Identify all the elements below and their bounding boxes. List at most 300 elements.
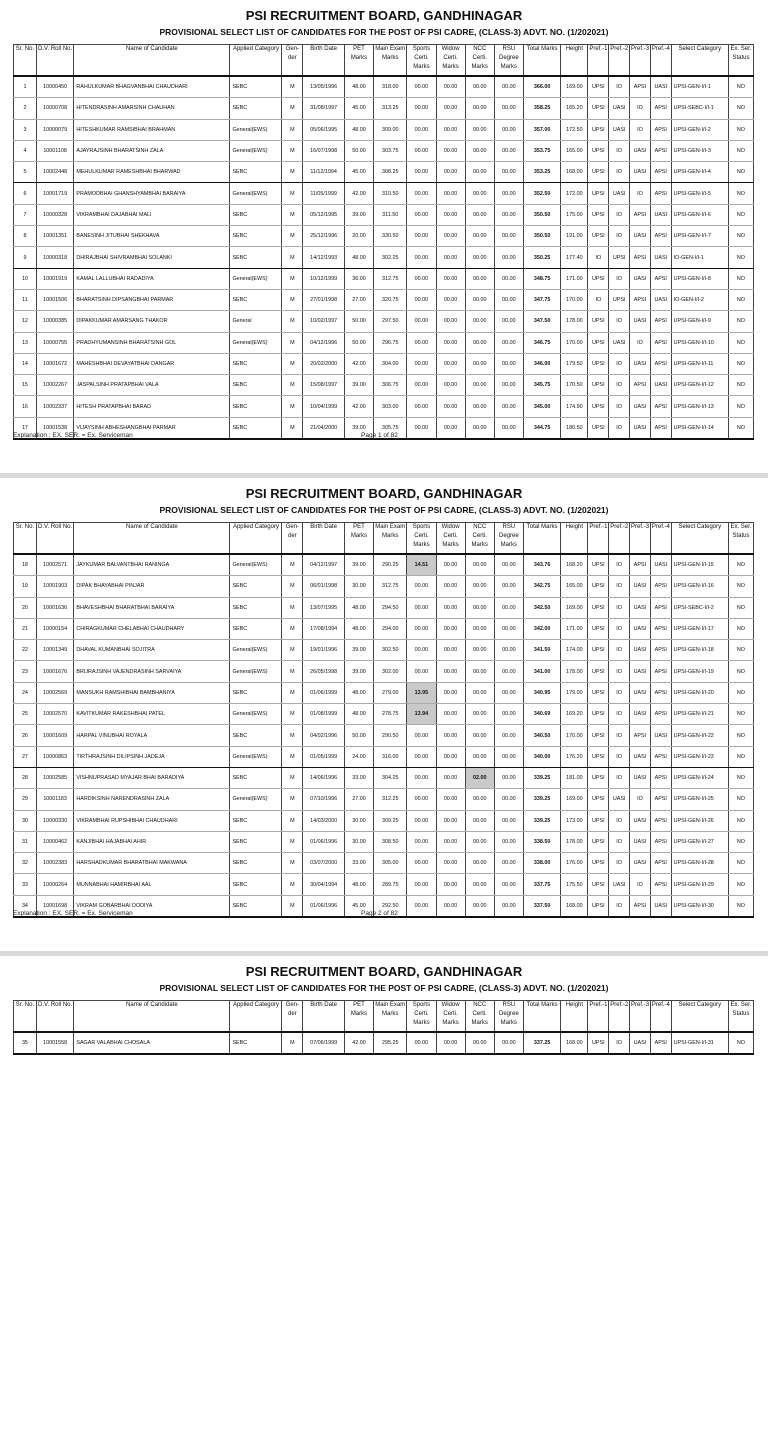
table-cell: UPSI (609, 247, 630, 268)
table-cell: IO (630, 789, 651, 810)
table-cell: 10002585 (36, 767, 73, 788)
column-header: Height (561, 523, 588, 555)
table-cell: 318.00 (374, 76, 407, 98)
table-cell: UPSI (588, 204, 609, 225)
table-cell: 00.00 (465, 140, 494, 161)
table-cell: M (282, 353, 303, 374)
table-cell: 347.75 (523, 289, 560, 310)
table-cell: SEBC (230, 682, 282, 703)
column-header: Total Marks (523, 1001, 560, 1033)
table-cell: UASI (630, 682, 651, 703)
table-cell: M (282, 268, 303, 289)
table-cell: NO (728, 831, 753, 852)
table-cell: AJAYRAJSINH BHARATSINH ZALA (74, 140, 230, 161)
table-cell: 10001719 (36, 183, 73, 204)
table-cell: APSI (650, 1032, 671, 1054)
table-cell: IO (588, 247, 609, 268)
table-cell: NO (728, 895, 753, 917)
table-cell: UPSI (588, 831, 609, 852)
table-cell: SEBC (230, 375, 282, 396)
column-header: Height (561, 1001, 588, 1033)
table-cell: General (230, 311, 282, 332)
column-header: Select Category (671, 1001, 728, 1033)
table-cell: 02.00 (465, 767, 494, 788)
table-cell: IO (609, 1032, 630, 1054)
table-cell: M (282, 725, 303, 746)
table-cell: UPSI-GEN-I/I-18 (671, 640, 728, 661)
table-cell: 175.00 (561, 204, 588, 225)
table-row (14, 289, 754, 310)
table-cell: M (282, 767, 303, 788)
table-cell: APSI (630, 725, 651, 746)
table-cell: HITENDRASINH AMARSINH CHAUHAN (74, 98, 230, 119)
table-cell: IO (609, 375, 630, 396)
column-header: Ex. Ser. Status (728, 523, 753, 555)
list-subtitle: PROVISIONAL SELECT LIST OF CANDIDATES FOR THE POST OF PSI CADRE, (CLASS-3) ADVT. NO. (1/202021) (159, 983, 609, 993)
table-cell: NO (728, 874, 753, 895)
table-cell: 00.00 (407, 746, 436, 767)
table-row (14, 810, 754, 831)
page-footer (13, 910, 755, 917)
table-cell: 312.25 (374, 789, 407, 810)
table-cell: IO (609, 725, 630, 746)
table-cell: 10000708 (36, 98, 73, 119)
table-cell: 10001609 (36, 725, 73, 746)
table-cell: RAHULKUMAR BHAGVANBHAI CHAUDHARI (74, 76, 230, 98)
column-header: D.V. Roll No. (36, 523, 73, 555)
table-cell: 00.00 (465, 746, 494, 767)
table-cell: UASI (630, 661, 651, 682)
table-cell: MAHESHBHAI DEVAYATBHAI DANGAR (74, 353, 230, 374)
table-cell: 313.25 (374, 98, 407, 119)
table-cell: 14 (14, 353, 37, 374)
table-cell: 00.00 (494, 810, 523, 831)
column-header: Sr. No. (14, 45, 37, 77)
table-cell: 10002383 (36, 853, 73, 874)
table-cell: IO (609, 204, 630, 225)
table-cell: APSI (650, 311, 671, 332)
table-cell: 00.00 (494, 789, 523, 810)
table-cell: 01/08/1999 (303, 704, 345, 725)
table-cell: 48.00 (344, 119, 373, 140)
table-cell: 00.00 (407, 353, 436, 374)
column-header: Height (561, 45, 588, 77)
table-cell: APSI (650, 682, 671, 703)
table-row (14, 162, 754, 183)
table-cell: 45.00 (344, 98, 373, 119)
table-cell: 00.00 (407, 725, 436, 746)
table-cell: UPSI-GEN-I/I-9 (671, 311, 728, 332)
table-cell: 308.50 (374, 831, 407, 852)
table-cell: APSI (650, 576, 671, 597)
table-cell: 00.00 (465, 311, 494, 332)
table-cell: APSI (650, 353, 671, 374)
table-cell: 296.75 (374, 332, 407, 353)
table-cell: 341.50 (523, 640, 560, 661)
table-cell: UPSI (588, 789, 609, 810)
column-header: Total Marks (523, 45, 560, 77)
table-cell: 00.00 (465, 789, 494, 810)
list-subtitle: PROVISIONAL SELECT LIST OF CANDIDATES FOR THE POST OF PSI CADRE, (CLASS-3) ADVT. NO. (1/202021) (159, 27, 609, 37)
table-cell: 13.95 (407, 682, 436, 703)
table-cell: 10001538 (36, 417, 73, 439)
table-cell: UASI (630, 746, 651, 767)
table-cell: UPSI-GEN-I/I-22 (671, 725, 728, 746)
table-cell: 347.50 (523, 311, 560, 332)
table-cell: 00.00 (436, 895, 465, 917)
table-cell: UPSI (588, 332, 609, 353)
table-cell: HITESH PRATAPBHAI BARAD (74, 396, 230, 417)
page-number: Page 2 of 82 (361, 910, 398, 917)
table-cell: 07/10/1996 (303, 789, 345, 810)
table-cell: 10001351 (36, 226, 73, 247)
table-cell: APSI (630, 76, 651, 98)
table-cell: SEBC (230, 289, 282, 310)
table-cell: 50.00 (344, 311, 373, 332)
table-row (14, 76, 754, 98)
table-cell: 00.00 (494, 332, 523, 353)
table-cell: 24.00 (344, 746, 373, 767)
table-cell: 339.25 (523, 789, 560, 810)
table-cell: UASI (630, 417, 651, 439)
table-row (14, 554, 754, 576)
table-cell: APSI (650, 417, 671, 439)
table-cell: 312.75 (374, 268, 407, 289)
table-cell: IO (609, 704, 630, 725)
table-cell: 00.00 (436, 204, 465, 225)
column-header: PET Marks (344, 523, 373, 555)
table-cell: IO (609, 746, 630, 767)
table-cell: 340.00 (523, 746, 560, 767)
table-cell: JASPALSINH PRATAPBHAI VALA (74, 375, 230, 396)
table-cell: NO (728, 682, 753, 703)
table-cell: UASI (630, 576, 651, 597)
table-cell: 309.00 (374, 119, 407, 140)
table-cell: UPSI (588, 119, 609, 140)
table-cell: M (282, 789, 303, 810)
table-cell: 10001672 (36, 353, 73, 374)
table-cell: UPSI (588, 140, 609, 161)
table-cell: 00.00 (494, 417, 523, 439)
table-cell: 00.00 (494, 576, 523, 597)
table-cell: 10002569 (36, 682, 73, 703)
table-cell: 19/01/1996 (303, 640, 345, 661)
table-cell: 00.00 (465, 640, 494, 661)
table-cell: IO (609, 353, 630, 374)
table-cell: UPSI-GEN-I/I-17 (671, 618, 728, 639)
table-cell: 39.00 (344, 554, 373, 576)
table-cell: 00.00 (436, 247, 465, 268)
table-cell: 00.00 (465, 268, 494, 289)
table-cell: 42.00 (344, 1032, 373, 1054)
table-cell: 00.00 (436, 682, 465, 703)
table-cell: UPSI-GEN-I/I-20 (671, 682, 728, 703)
table-cell: 00.00 (494, 682, 523, 703)
table-cell: 00.00 (465, 204, 494, 225)
table-cell: 00.00 (465, 682, 494, 703)
table-cell: SAGAR VALABHAI CHOSALA (74, 1032, 230, 1054)
table-cell: 42.00 (344, 353, 373, 374)
table-cell: 00.00 (494, 640, 523, 661)
table-cell: 2 (14, 98, 37, 119)
table-cell: JAYKUMAR BALVANTBHAI RANINGA (74, 554, 230, 576)
table-cell: SEBC (230, 895, 282, 917)
column-header: Widow Certi. Marks (436, 1001, 465, 1033)
table-cell: UASI (630, 311, 651, 332)
table-cell: 7 (14, 204, 37, 225)
table-cell: 14/12/1993 (303, 247, 345, 268)
table-cell: M (282, 76, 303, 98)
table-cell: 48.00 (344, 618, 373, 639)
table-cell: General(EWS) (230, 704, 282, 725)
table-cell: 15/08/1997 (303, 375, 345, 396)
table-row (14, 831, 754, 852)
column-header: RSU Degree Marks (494, 45, 523, 77)
table-cell: 00.00 (436, 1032, 465, 1054)
column-header: Pref.-3 (630, 45, 651, 77)
table-cell: UPSI-SEBC-I/I-1 (671, 98, 728, 119)
table-cell: UPSI-GEN-I/I-24 (671, 767, 728, 788)
table-cell: NO (728, 98, 753, 119)
table-cell: NO (728, 140, 753, 161)
table-cell: 338.50 (523, 831, 560, 852)
table-cell: 169.00 (561, 597, 588, 618)
table-cell: UPSI-GEN-I/I-16 (671, 576, 728, 597)
table-cell: 172.00 (561, 183, 588, 204)
table-cell: KANJIBHAI HAJABHAI AHIR (74, 831, 230, 852)
table-cell: PRADHYUMANSINH BHARATSINH GOL (74, 332, 230, 353)
table-cell: 165.00 (561, 576, 588, 597)
table-cell: SEBC (230, 767, 282, 788)
table-cell: M (282, 853, 303, 874)
table-cell: UPSI-GEN-I/I-11 (671, 353, 728, 374)
table-cell: APSI (650, 618, 671, 639)
table-cell: 00.00 (436, 661, 465, 682)
table-cell: 00.00 (494, 725, 523, 746)
table-cell: 10001903 (36, 576, 73, 597)
explanation-note: Explanation : EX. SER. = Ex. Serviceman (13, 910, 133, 917)
table-cell: 00.00 (436, 618, 465, 639)
column-header: Sports Certi. Marks (407, 523, 436, 555)
table-cell: 00.00 (436, 417, 465, 439)
table-cell: 00.00 (436, 874, 465, 895)
table-cell: 05/12/1995 (303, 204, 345, 225)
table-cell: SEBC (230, 725, 282, 746)
table-cell: 00.00 (407, 247, 436, 268)
table-cell: 289.75 (374, 874, 407, 895)
table-cell: NO (728, 1032, 753, 1054)
table-cell: 305.00 (374, 853, 407, 874)
table-cell: IO (609, 810, 630, 831)
table-cell: 20/02/2000 (303, 353, 345, 374)
table-cell: UASI (630, 767, 651, 788)
table-row (14, 396, 754, 417)
table-cell: DIPAKKUMAR AMARSANG THAKOR (74, 311, 230, 332)
table-cell: NO (728, 618, 753, 639)
table-cell: IO (609, 618, 630, 639)
table-cell: 348.75 (523, 268, 560, 289)
table-cell: 00.00 (436, 831, 465, 852)
table-cell: UPSI (588, 183, 609, 204)
table-cell: M (282, 661, 303, 682)
table-cell: APSI (650, 140, 671, 161)
table-cell: 00.00 (494, 375, 523, 396)
table-cell: 30/04/1994 (303, 874, 345, 895)
table-cell: 175.50 (561, 874, 588, 895)
table-cell: 22 (14, 640, 37, 661)
table-cell: 01/06/1996 (303, 831, 345, 852)
table-header-row (14, 523, 754, 555)
table-cell: 310.50 (374, 183, 407, 204)
table-cell: 173.00 (561, 810, 588, 831)
table-cell: 00.00 (407, 226, 436, 247)
table-cell: 00.00 (436, 704, 465, 725)
table-cell: 10000264 (36, 874, 73, 895)
column-header: Birth Date (303, 45, 345, 77)
table-cell: 00.00 (465, 576, 494, 597)
table-cell: 171.00 (561, 618, 588, 639)
table-cell: VIKRAMBHAI DAJABHAI MALI (74, 204, 230, 225)
table-cell: 00.00 (494, 289, 523, 310)
table-cell: NO (728, 353, 753, 374)
table-cell: 10002267 (36, 375, 73, 396)
table-cell: 00.00 (407, 268, 436, 289)
table-cell: 48.00 (344, 247, 373, 268)
column-header: Widow Certi. Marks (436, 523, 465, 555)
table-cell: 10002570 (36, 704, 73, 725)
table-cell: APSI (650, 874, 671, 895)
table-cell: 42.00 (344, 396, 373, 417)
table-cell: UPSI (588, 704, 609, 725)
table-cell: 00.00 (494, 396, 523, 417)
table-cell: IO (630, 874, 651, 895)
table-cell: 8 (14, 226, 37, 247)
table-cell: NO (728, 597, 753, 618)
table-cell: 32 (14, 853, 37, 874)
table-cell: UPSI-GEN-I/I-14 (671, 417, 728, 439)
table-cell: M (282, 640, 303, 661)
table-row (14, 767, 754, 788)
table-cell: APSI (650, 226, 671, 247)
table-cell: 00.00 (494, 140, 523, 161)
table-cell: UPSI (588, 375, 609, 396)
table-cell: UASI (630, 704, 651, 725)
table-cell: 00.00 (407, 810, 436, 831)
table-cell: 25/12/1996 (303, 226, 345, 247)
table-cell: UASI (650, 247, 671, 268)
table-cell: M (282, 682, 303, 703)
table-cell: BANESINH JITUBHAI SHEKHAVA (74, 226, 230, 247)
table-cell: 10000330 (36, 810, 73, 831)
table-cell: 170.50 (561, 375, 588, 396)
table-cell: 337.75 (523, 874, 560, 895)
table-cell: 27/01/1998 (303, 289, 345, 310)
table-cell: IO (588, 289, 609, 310)
table-cell: UPSI (588, 76, 609, 98)
table-cell: 168.00 (561, 162, 588, 183)
table-cell: 00.00 (407, 661, 436, 682)
table-cell: 00.00 (494, 895, 523, 917)
table-cell: 168.00 (561, 1032, 588, 1054)
table-cell: 00.00 (436, 576, 465, 597)
table-cell: 342.50 (523, 597, 560, 618)
table-cell: SEBC (230, 226, 282, 247)
table-cell: APSI (650, 597, 671, 618)
table-cell: UPSI (588, 353, 609, 374)
table-cell: 357.00 (523, 119, 560, 140)
table-cell: 42.00 (344, 183, 373, 204)
table-cell: 312.75 (374, 576, 407, 597)
table-cell: 297.50 (374, 311, 407, 332)
table-cell: 176.20 (561, 746, 588, 767)
table-cell: SEBC (230, 810, 282, 831)
table-cell: General(EWS) (230, 554, 282, 576)
table-cell: 39.00 (344, 661, 373, 682)
table-cell: 340.69 (523, 704, 560, 725)
table-cell: General(EWS) (230, 746, 282, 767)
table-cell: General(EWS) (230, 332, 282, 353)
table-cell: UASI (650, 204, 671, 225)
table-cell: 50.00 (344, 332, 373, 353)
table-cell: IO (630, 119, 651, 140)
table-cell: HARDIKSINH NARENDRASINH ZALA (74, 789, 230, 810)
table-cell: 350.50 (523, 226, 560, 247)
table-cell: 00.00 (407, 375, 436, 396)
column-header: NCC Certi. Marks (465, 1001, 494, 1033)
table-cell: VIJAYSINH ABHESHANGBHAI PARMAR (74, 417, 230, 439)
column-header: Sr. No. (14, 1001, 37, 1033)
table-cell: 00.00 (494, 597, 523, 618)
table-cell: 294.00 (374, 618, 407, 639)
table-cell: SEBC (230, 417, 282, 439)
table-cell: IO (609, 853, 630, 874)
table-cell: 174.00 (561, 640, 588, 661)
table-cell: UPSI-GEN-I/I-21 (671, 704, 728, 725)
table-cell: UASI (630, 853, 651, 874)
table-cell: 350.25 (523, 247, 560, 268)
table-cell: UPSI (588, 311, 609, 332)
table-cell: General(EWS) (230, 119, 282, 140)
column-header: Pref.-4 (650, 523, 671, 555)
table-cell: UASI (609, 874, 630, 895)
table-cell: M (282, 618, 303, 639)
table-cell: 00.00 (465, 76, 494, 98)
table-cell: 178.00 (561, 661, 588, 682)
table-cell: 169.00 (561, 76, 588, 98)
table-cell: SEBC (230, 98, 282, 119)
table-cell: UASI (630, 831, 651, 852)
table-cell: 16 (14, 396, 37, 417)
table-cell: APSI (650, 831, 671, 852)
table-cell: 00.00 (407, 98, 436, 119)
table-cell: 290.50 (374, 725, 407, 746)
column-header: Name of Candidate (74, 1001, 230, 1033)
table-cell: 00.00 (465, 853, 494, 874)
table-cell: 14/06/1996 (303, 767, 345, 788)
table-cell: UPSI (588, 853, 609, 874)
table-cell: M (282, 746, 303, 767)
table-row (14, 268, 754, 289)
table-cell: IO (609, 76, 630, 98)
table-cell: 00.00 (436, 554, 465, 576)
table-cell: 00.00 (494, 119, 523, 140)
table-row (14, 119, 754, 140)
table-cell: DHAVAL KUMANBHAI SOJITRA (74, 640, 230, 661)
table-cell: 10000079 (36, 119, 73, 140)
table-cell: 00.00 (436, 162, 465, 183)
table-cell: M (282, 597, 303, 618)
table-cell: M (282, 375, 303, 396)
